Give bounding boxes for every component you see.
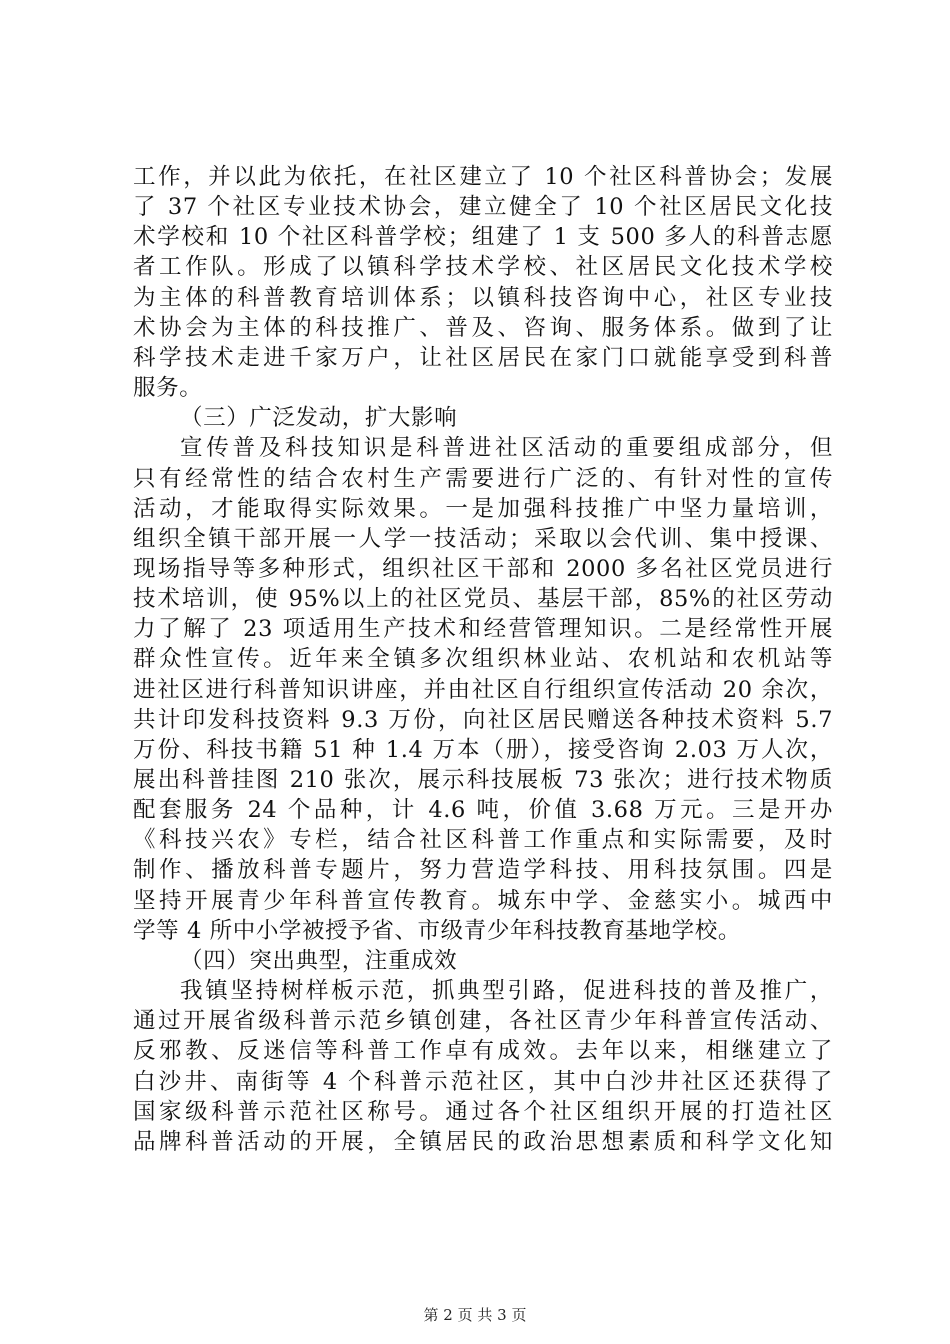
text-line: 术学校和 10 个社区科普学校；组建了 1 支 500 多人的科普志愿 <box>133 224 833 251</box>
page-footer: 第 2 页 共 3 页 <box>423 1306 527 1324</box>
text-line: （三）广泛发动，扩大影响 <box>180 405 458 432</box>
text-line: 白沙井、南街等 4 个科普示范社区，其中白沙井社区还获得了 <box>133 1068 833 1095</box>
text-line: 技术培训，使 95%以上的社区党员、基层干部，85%的社区劳动 <box>133 586 833 613</box>
text-line: 科学技术走进千家万户，让社区居民在家门口就能享受到科普 <box>133 344 833 371</box>
text-line: 现场指导等多种形式，组织社区干部和 2000 多名社区党员进行 <box>133 555 833 582</box>
text-line: 共计印发科技资料 9.3 万份，向社区居民赠送各种技术资料 5.7 <box>133 706 833 733</box>
text-line: 组织全镇干部开展一人学一技活动；采取以会代训、集中授课、 <box>133 525 833 552</box>
text-line: 配套服务 24 个品种，计 4.6 吨，价值 3.68 万元。三是开办 <box>133 797 833 824</box>
text-line: 者工作队。形成了以镇科学技术学校、社区居民文化技术学校 <box>133 254 833 281</box>
text-line: 只有经常性的结合农村生产需要进行广泛的、有针对性的宣传 <box>133 465 833 492</box>
text-line: 国家级科普示范社区称号。通过各个社区组织开展的打造社区 <box>133 1098 833 1125</box>
text-line: 服务。 <box>133 375 203 402</box>
text-line: 展出科普挂图 210 张次，展示科技展板 73 张次；进行技术物质 <box>133 767 833 793</box>
text-line: 工作，并以此为依托，在社区建立了 10 个社区科普协会；发展 <box>133 164 833 190</box>
text-line: （四）突出典型，注重成效 <box>180 947 458 974</box>
text-line: 我镇坚持树样板示范，抓典型引路，促进科技的普及推广， <box>180 978 833 1005</box>
text-line: 学等 4 所中小学被授予省、市级青少年科技教育基地学校。 <box>133 917 741 944</box>
text-line: 进社区进行科普知识讲座，并由社区自行组织宣传活动 20 余次， <box>133 676 833 703</box>
text-line: 品牌科普活动的开展，全镇居民的政治思想素质和科学文化知 <box>133 1128 833 1155</box>
text-line: 宣传普及科技知识是科普进社区活动的重要组成部分，但 <box>180 435 833 462</box>
text-line: 了 37 个社区专业技术协会，建立健全了 10 个社区居民文化技 <box>133 194 833 221</box>
text-line: 术协会为主体的科技推广、普及、咨询、服务体系。做到了让 <box>133 314 833 341</box>
text-line: 《科技兴农》专栏，结合社区科普工作重点和实际需要，及时 <box>133 827 833 854</box>
text-line: 反邪教、反迷信等科普工作卓有成效。去年以来，相继建立了 <box>133 1038 833 1065</box>
text-line: 制作、播放科普专题片，努力营造学科技、用科技氛围。四是 <box>133 857 833 884</box>
text-line: 为主体的科普教育培训体系；以镇科技咨询中心，社区专业技 <box>133 284 833 311</box>
text-line: 万份、科技书籍 51 种 1.4 万本（册），接受咨询 2.03 万人次， <box>133 736 833 763</box>
text-line: 通过开展省级科普示范乡镇创建，各社区青少年科普宣传活动、 <box>133 1008 833 1035</box>
text-line: 群众性宣传。近年来全镇多次组织林业站、农机站和农机站等 <box>133 646 833 673</box>
text-line: 坚持开展青少年科普宣传教育。城东中学、金慈实小。城西中 <box>133 887 833 914</box>
text-line: 力了解了 23 项适用生产技术和经营管理知识。二是经常性开展 <box>133 616 833 643</box>
text-line: 活动，才能取得实际效果。一是加强科技推广中坚力量培训， <box>133 495 833 522</box>
